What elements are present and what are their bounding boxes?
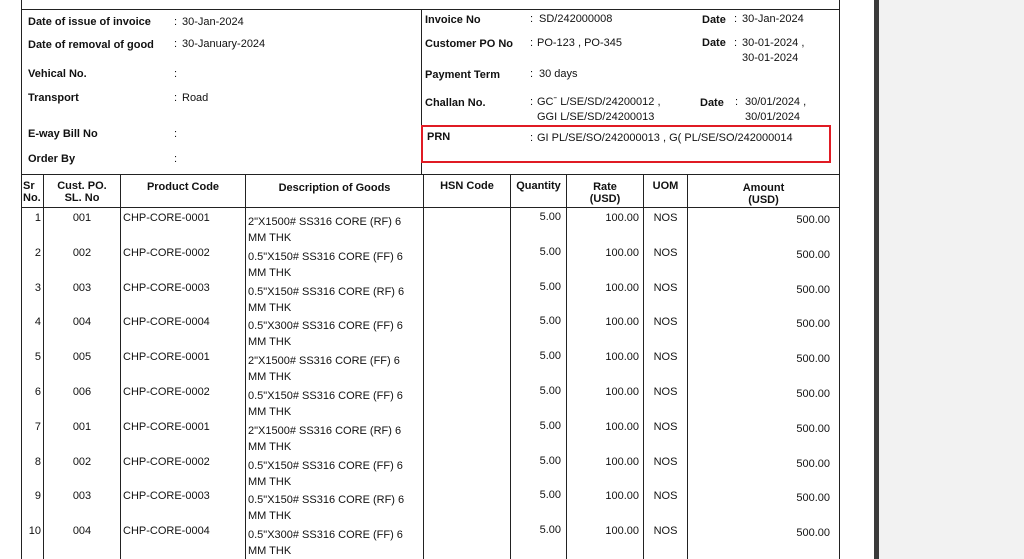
colon: :: [530, 132, 534, 144]
cell-uom: NOS: [653, 247, 678, 259]
colon: :: [174, 38, 178, 50]
cell-desc: [248, 353, 420, 385]
cell-desc-line1: 0.5"X300# SS316 CORE (FF) 6: [248, 529, 403, 541]
cell-desc-line1: 2"X1500# SS316 CORE (RF) 6: [248, 216, 402, 228]
cell-desc: [248, 492, 420, 524]
right-dark-margin: [876, 0, 1024, 559]
header-rate-line2: (USD): [589, 193, 621, 205]
cell-uom: NOS: [653, 490, 678, 502]
header-amount-line2: (USD): [748, 194, 779, 206]
cell-desc-line2: MM THK: [248, 232, 292, 244]
cell-cust: 001: [72, 212, 92, 224]
cell-uom: NOS: [653, 525, 678, 537]
cell-sr: 8: [34, 456, 41, 468]
cell-rate: 100.00: [605, 351, 639, 363]
colon: :: [174, 153, 178, 165]
cell-cust: 005: [72, 351, 92, 363]
header-cust-po-line2: SL. No: [64, 192, 100, 204]
top-rule: [21, 9, 840, 10]
invoice-no-label: Invoice No: [425, 14, 481, 26]
cell-cust: 003: [72, 282, 92, 294]
removal-date-label: Date of removal of good: [28, 39, 154, 51]
cell-amount: 500.00: [796, 388, 830, 400]
cell-desc: [248, 249, 420, 281]
header-amount: [688, 182, 839, 206]
payment-term-label: Payment Term: [425, 69, 500, 81]
cell-desc-line2: MM THK: [248, 441, 292, 453]
cell-desc-line2: MM THK: [248, 267, 292, 279]
cell-uom: NOS: [653, 316, 678, 328]
colon: :: [530, 68, 534, 80]
cell-product: CHP-CORE-0003: [123, 490, 210, 502]
colon: :: [530, 37, 534, 49]
cell-desc-line2: MM THK: [248, 302, 292, 314]
cell-uom: NOS: [653, 421, 678, 433]
vehicle-no-label: Vehical No.: [28, 68, 87, 80]
cell-product: CHP-CORE-0001: [123, 421, 210, 433]
cell-desc-line1: 0.5"X150# SS316 CORE (FF) 6: [248, 390, 403, 402]
cell-desc: [248, 458, 420, 490]
header-rate-line1: Rate: [593, 181, 617, 193]
cell-qty: 5.00: [539, 350, 561, 362]
cell-product: CHP-CORE-0002: [123, 247, 210, 259]
right-border: [839, 0, 840, 559]
cell-qty: 5.00: [539, 211, 561, 223]
po-date-line2: 30-01-2024: [742, 52, 799, 64]
header-cust-po: [44, 180, 120, 204]
left-border: [21, 0, 22, 559]
invoice-date-label: Date: [702, 14, 726, 26]
invoice-no-value: SD/242000008: [539, 13, 613, 25]
cell-sr: 1: [34, 212, 41, 224]
cell-desc: [248, 423, 420, 455]
cell-cust: 006: [72, 386, 92, 398]
cell-rate: 100.00: [605, 316, 639, 328]
cell-rate: 100.00: [605, 421, 639, 433]
colon: :: [530, 96, 534, 108]
cell-desc: [248, 214, 420, 246]
cell-desc-line1: 0.5"X300# SS316 CORE (FF) 6: [248, 320, 403, 332]
cell-uom: NOS: [653, 456, 678, 468]
header-amount-line1: Amount: [742, 182, 785, 194]
challan-no-label: Challan No.: [425, 97, 486, 109]
cell-qty: 5.00: [539, 246, 561, 258]
cell-amount: 500.00: [796, 249, 830, 261]
cell-uom: NOS: [653, 212, 678, 224]
cell-desc: [248, 388, 420, 420]
cell-product: CHP-CORE-0004: [123, 316, 210, 328]
header-sr-line1: Sr: [23, 180, 35, 192]
cell-amount: 500.00: [796, 458, 830, 470]
cell-uom: NOS: [653, 386, 678, 398]
cell-sr: 10: [28, 525, 41, 537]
cell-sr: 5: [34, 351, 41, 363]
cell-qty: 5.00: [539, 489, 561, 501]
header-cust-po-line1: Cust. PO.: [57, 180, 107, 192]
cell-product: CHP-CORE-0002: [123, 456, 210, 468]
cell-product: CHP-CORE-0001: [123, 351, 210, 363]
colon: :: [174, 128, 178, 140]
cell-desc-line2: MM THK: [248, 336, 292, 348]
cell-desc-line1: 0.5"X150# SS316 CORE (RF) 6: [248, 286, 405, 298]
cell-desc: [248, 318, 420, 350]
col-divider: [245, 174, 246, 559]
prn-label: PRN: [427, 131, 451, 143]
colon: :: [734, 37, 738, 49]
colon: :: [735, 96, 739, 108]
challan-no-line1: GCˉ L/SE/SD/24200012 ,: [537, 96, 661, 108]
challan-date-label: Date: [700, 97, 724, 109]
cell-rate: 100.00: [605, 456, 639, 468]
col-divider: [120, 174, 121, 559]
po-date-label: Date: [702, 37, 726, 49]
col-divider: [423, 174, 424, 559]
cell-rate: 100.00: [605, 525, 639, 537]
cell-cust: 002: [72, 456, 92, 468]
cell-desc-line2: MM THK: [248, 510, 292, 522]
cell-cust: 004: [72, 525, 92, 537]
cell-qty: 5.00: [539, 455, 561, 467]
colon: :: [174, 16, 178, 28]
cell-uom: NOS: [653, 282, 678, 294]
customer-po-value: PO-123 , PO-345: [537, 37, 622, 49]
cell-desc-line1: 0.5"X150# SS316 CORE (FF) 6: [248, 251, 403, 263]
po-date-line1: 30-01-2024 ,: [742, 37, 805, 49]
cell-desc-line2: MM THK: [248, 406, 292, 418]
challan-date-line2: 30/01/2024: [745, 111, 801, 123]
payment-term-value: 30 days: [539, 68, 578, 80]
table-header-rule: [21, 207, 840, 208]
cell-cust: 003: [72, 490, 92, 502]
cell-sr: 2: [34, 247, 41, 259]
cell-rate: 100.00: [605, 490, 639, 502]
header-sr: [23, 180, 41, 204]
cell-desc: [248, 527, 420, 559]
cell-rate: 100.00: [605, 212, 639, 224]
cell-qty: 5.00: [539, 315, 561, 327]
cell-sr: 3: [34, 282, 41, 294]
cell-product: CHP-CORE-0003: [123, 282, 210, 294]
order-by-label: Order By: [28, 153, 76, 165]
cell-qty: 5.00: [539, 420, 561, 432]
cell-desc-line2: MM THK: [248, 371, 292, 383]
removal-date-value: 30-January-2024: [182, 38, 266, 50]
cell-cust: 002: [72, 247, 92, 259]
cell-amount: 500.00: [796, 353, 830, 365]
challan-date-line1: 30/01/2024 ,: [745, 96, 807, 108]
header-uom: UOM: [652, 180, 679, 192]
issue-date-label: Date of issue of invoice: [28, 16, 151, 28]
col-divider: [510, 174, 511, 559]
header-quantity: Quantity: [516, 180, 561, 192]
header-sr-line2: No.: [23, 192, 41, 204]
cell-desc-line1: 0.5"X150# SS316 CORE (RF) 6: [248, 494, 405, 506]
cell-sr: 4: [34, 316, 41, 328]
cell-sr: 6: [34, 386, 41, 398]
customer-po-label: Customer PO No: [425, 38, 514, 50]
cell-desc-line1: 2"X1500# SS316 CORE (RF) 6: [248, 425, 402, 437]
cell-rate: 100.00: [605, 247, 639, 259]
invoice-date-value: 30-Jan-2024: [742, 13, 804, 25]
cell-product: CHP-CORE-0004: [123, 525, 210, 537]
header-hsn-code: HSN Code: [440, 180, 494, 192]
cell-product: CHP-CORE-0002: [123, 386, 210, 398]
cell-desc-line2: MM THK: [248, 545, 292, 557]
cell-amount: 500.00: [796, 423, 830, 435]
cell-amount: 500.00: [796, 318, 830, 330]
cell-product: CHP-CORE-0001: [123, 212, 210, 224]
right-dark-edge: [874, 0, 879, 559]
issue-date-value: 30-Jan-2024: [182, 16, 244, 28]
prn-highlight-box: [421, 125, 831, 163]
cell-cust: 001: [72, 421, 92, 433]
cell-uom: NOS: [653, 351, 678, 363]
colon: :: [734, 13, 738, 25]
cell-amount: 500.00: [796, 214, 830, 226]
cell-desc-line2: MM THK: [248, 476, 292, 488]
cell-sr: 7: [34, 421, 41, 433]
cell-amount: 500.00: [796, 284, 830, 296]
header-product-code: Product Code: [146, 181, 220, 193]
cell-desc-line1: 0.5"X150# SS316 CORE (FF) 6: [248, 460, 403, 472]
cell-qty: 5.00: [539, 385, 561, 397]
transport-value: Road: [182, 92, 209, 104]
cell-qty: 5.00: [539, 524, 561, 536]
header-rate: [567, 181, 643, 205]
table-top-rule: [21, 174, 840, 175]
colon: :: [174, 68, 178, 80]
colon: :: [174, 92, 178, 104]
cell-amount: 500.00: [796, 492, 830, 504]
cell-sr: 9: [34, 490, 41, 502]
eway-bill-label: E-way Bill No: [28, 128, 98, 140]
cell-cust: 004: [72, 316, 92, 328]
prn-value: GI PL/SE/SO/242000013 , G( PL/SE/SO/242000014: [537, 132, 793, 144]
challan-no-line2: GGI L/SE/SD/24200013: [537, 111, 655, 123]
transport-label: Transport: [28, 92, 79, 104]
cell-qty: 5.00: [539, 281, 561, 293]
cell-desc: [248, 284, 420, 316]
cell-rate: 100.00: [605, 282, 639, 294]
header-description: Description of Goods: [278, 182, 391, 194]
colon: :: [530, 13, 534, 25]
cell-rate: 100.00: [605, 386, 639, 398]
cell-desc-line1: 2"X1500# SS316 CORE (FF) 6: [248, 355, 400, 367]
cell-amount: 500.00: [796, 527, 830, 539]
